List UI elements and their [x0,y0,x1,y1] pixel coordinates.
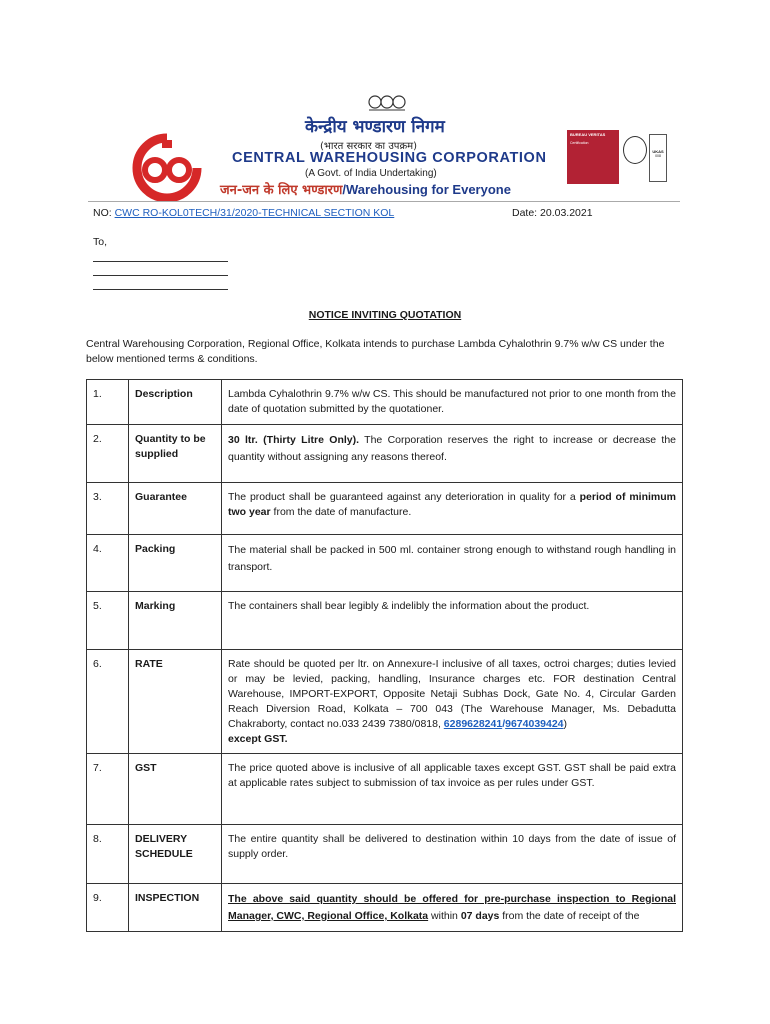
phone-link-1[interactable]: 6289628241 [443,718,503,730]
row-label: Description [129,380,222,425]
row-rate-text: Rate should be quoted per ltr. on Annexure-I inclusive of all taxes, octroi charges; duties levied or may be levied, packing, handling, Insurance charges etc. FOR destination Central Warehouse, IMPORT-EXPORT, Opposite Netaji Subhas Dock, Gate No. 4, Circular Garden Reach Diversion Road, Kolkata – 700 043 (The Warehouse Manager, Ms. Debadutta Chakraborty, contact no.033 2439 7380/0818, [228,658,676,730]
tagline [220,180,511,198]
row-label: Guarantee [129,483,222,535]
row-text: The entire quantity shall be delivered to destination within 10 days from the date of issue of supply order. [222,825,683,884]
row-text [222,425,683,483]
row-part2: from the date of manufacture. [270,506,412,518]
row-number: 9. [87,884,129,932]
header-divider [88,201,680,202]
state-emblem-icon [365,92,409,112]
table-row [87,754,683,825]
phone-link-2[interactable]: 9674039424 [505,718,564,730]
phone-separator: / [502,718,506,730]
row-label: Quantity to be supplied [129,425,222,483]
table-row [87,592,683,650]
row-label: DELIVERY SCHEDULE [129,825,222,884]
ukas-code: 008 [655,154,661,158]
row-underlined: The above said quantity should be offered for pre-purchase inspection to Regional Manager, CWC, Regional Office, Kolkata [228,893,676,922]
row-bold: 30 ltr. (Thirty Litre Only). [228,434,360,446]
row-rest: The Corporation reserves the right to increase or decrease the quantity without assigning any reasons thereof. [228,434,677,463]
row-label: RATE [129,650,222,754]
row-part1: The product shall be guaranteed against any deterioration in quality for a [228,491,580,503]
addressee-line [93,261,228,262]
row-number: 6. [87,650,129,754]
bureau-veritas-mark [567,130,619,184]
cwc-logo [122,132,212,202]
row-number: 5. [87,592,129,650]
row-bold: period of minimum two year [228,491,676,518]
row-number: 1. [87,380,129,425]
addressee-line [93,275,228,276]
row-label: Packing [129,535,222,592]
addressee-line [93,289,228,290]
row-number: 8. [87,825,129,884]
certification-badge [567,130,667,184]
ukas-label: UKAS [652,149,664,154]
org-name-english: CENTRAL WAREHOUSING CORPORATION [232,150,547,166]
table-row [87,425,683,483]
table-row [87,483,683,535]
row-text: Lambda Cyhalothrin 9.7% w/w CS. This should be manufactured not prior to one month from the date of quotation submitted by the quotationer. [222,380,683,425]
org-name-hindi: केन्द्रीय भण्डारण निगम [305,117,445,137]
tagline-hindi: जन-जन के लिए भण्डारण [220,183,343,198]
reference-number [93,207,394,219]
cert-line-2: Certification [570,141,589,145]
row-part2: from the date of receipt of the [499,910,640,922]
table-row [87,650,683,754]
letterhead [120,92,680,202]
row-close-paren: ) [563,718,568,730]
row-part1: within [428,910,461,922]
row-number: 4. [87,535,129,592]
notice-title: NOTICE INVITING QUOTATION [308,309,462,321]
row-number: 3. [87,483,129,535]
row-number: 2. [87,425,129,483]
cert-line-1: BUREAU VERITAS [570,132,606,137]
intro-paragraph: Central Warehousing Corporation, Regional Office, Kolkata intends to purchase Lambda Cyhalothrin 9.7% w/w CS under the below mentioned terms & conditions. [86,338,665,365]
row-label: Marking [129,592,222,650]
letter-date: Date: 20.03.2021 [512,207,593,219]
ukas-mark [649,134,667,182]
cert-seal-icon [623,136,647,164]
row-text: The containers shall bear legibly & indelibly the information about the product. [222,592,683,650]
tagline-english: /Warehousing for Everyone [342,182,511,197]
table-row [87,884,683,932]
addressee-to: To, [93,236,108,248]
govt-undertaking: (A Govt. of India Undertaking) [305,168,437,179]
row-text [222,650,683,754]
row-bold: 07 days [460,910,500,922]
row-text: The material shall be packed in 500 ml. container strong enough to withstand rough handling in transport. [222,535,683,592]
row-text: The price quoted above is inclusive of all applicable taxes except GST. GST shall be paid extra at applicable rates subject to submission of tax invoice as per rules under GST. [222,754,683,825]
row-text [222,884,683,932]
row-label: INSPECTION [129,884,222,932]
org-sub-hindi: (भारत सरकार का उपक्रम) [320,141,418,152]
table-row [87,825,683,884]
table-row [87,380,683,425]
row-text [222,483,683,535]
row-label: GST [129,754,222,825]
terms-table [86,379,683,932]
row-number: 7. [87,754,129,825]
row-bold: except GST. [228,733,288,745]
table-row [87,535,683,592]
ref-prefix: NO: [93,207,115,219]
ref-link[interactable]: CWC RO-KOL0TECH/31/2020-TECHNICAL SECTION KOL [114,207,395,219]
